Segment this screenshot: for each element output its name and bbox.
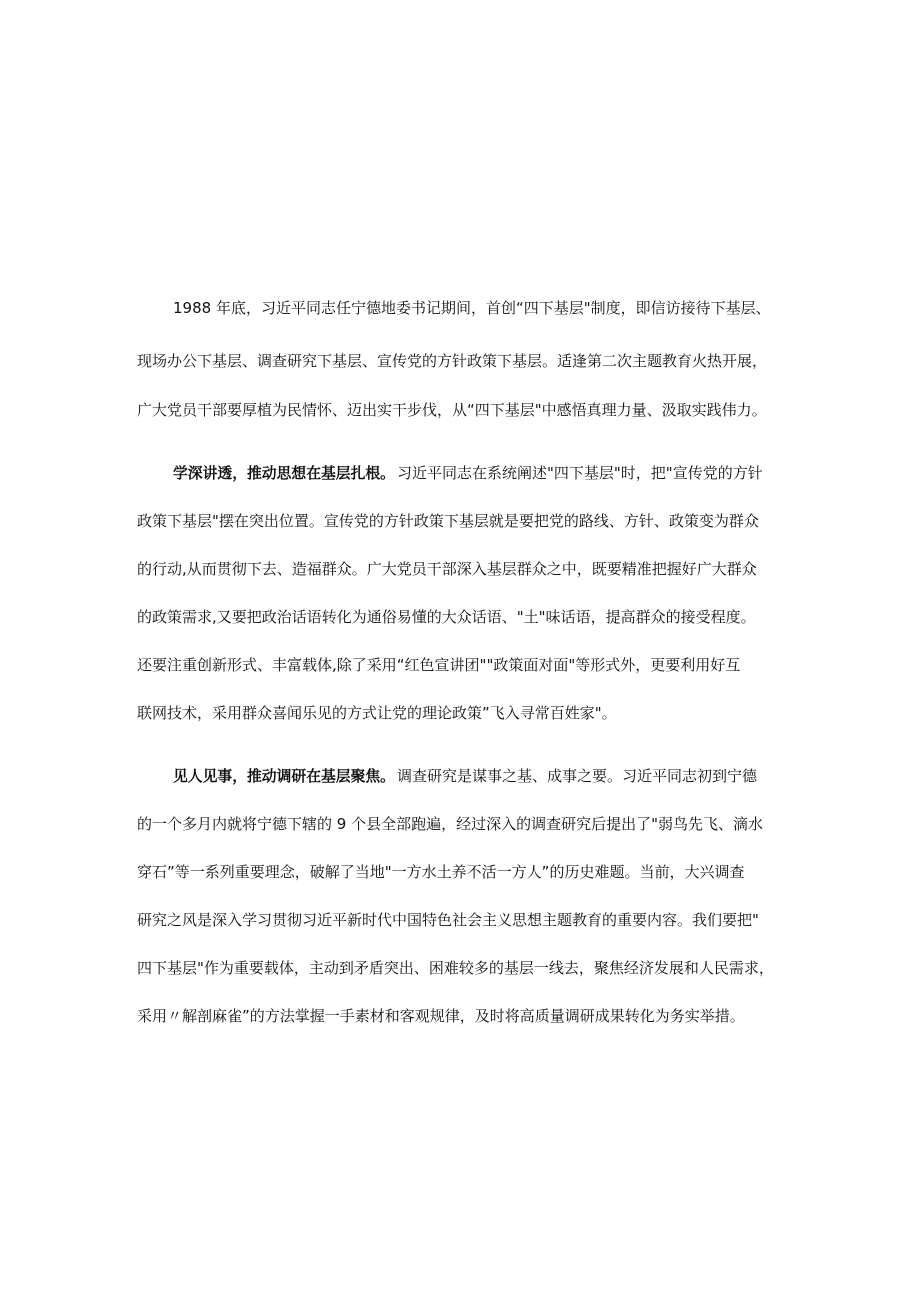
text-line: 政策下基层"摆在突出位置。宣传党的方针政策下基层就是要把党的路线、方针、政策变为群众 [137,512,759,530]
paragraph-2-lead-heading: 学深讲透，推动思想在基层扎根。 [173,464,396,482]
text-line: 现场办公下基层、调查研究下基层、宣传党的方针政策下基层。适逢第二次主题教育火热开展， [137,352,768,370]
paragraph-3-lead-heading: 见人见事，推动调研在基层聚焦。 [173,767,396,785]
text-line: 联网技术，采用群众喜闻乐见的方式让党的理论政策”飞入寻常百姓家"。 [137,704,617,722]
paragraph-2-line-4 [0,599,920,635]
paragraph-2-line-2 [0,503,920,539]
text-line: 四下基层"作为重要载体，主动到矛盾突出、困难较多的基层一线去，聚焦经济发展和人民需求， [137,959,774,977]
paragraph-1-line-3 [0,392,920,428]
text-line: 广大党员干部要厚植为民情怀、迈出实干步伐，从“四下基层"中感悟真理力量、汲取实践伟力。 [137,401,767,419]
paragraph-3-line-6 [0,998,920,1034]
text-line: 调查研究是谋事之基、成事之要。习近平同志初到宁德 [397,767,758,785]
text-line: 习近平同志在系统阐述"四下基层"时，把"宣传党的方针 [397,464,763,482]
text-line: 的政策需求,又要把政治话语转化为通俗易懂的大众话语、"土"味话语，提高群众的接受程度。 [137,608,756,626]
text-line: 研究之风是深入学习贯彻习近平新时代中国特色社会主义思想主题教育的重要内容。我们要把" [137,911,759,929]
paragraph-2-line-1 [0,455,920,491]
paragraph-2-line-5 [0,647,920,683]
text-line: 1988 年底，习近平同志任宁德地委书记期间，首创“四下基层"制度，即信访接待下基层、 [173,299,771,317]
paragraph-3-line-2 [0,806,920,842]
paragraph-3-line-5 [0,950,920,986]
text-line: 的行动,从而贯彻下去、造福群众。广大党员干部深入基层群众之中，既要精准把握好广大群众 [137,560,757,578]
paragraph-1-line-1 [0,290,920,326]
text-line: 的一个多月内就将宁德下辖的 9 个县全部跑遍，经过深入的调查研究后提出了"弱鸟先飞、滴水 [137,815,763,833]
paragraph-3-line-3 [0,854,920,890]
paragraph-3-line-1 [0,758,920,794]
paragraph-3-line-4 [0,902,920,938]
text-line: 还要注重创新形式、丰富载体,除了采用“红色宣讲团""政策面对面"等形式外，更要利用好互 [137,656,741,674]
text-line: 穿石”等一系列重要理念，破解了当地"一方水土养不活一方人”的历史难题。当前，大兴调查 [137,863,745,881]
paragraph-2-line-3 [0,551,920,587]
paragraph-1-line-2 [0,343,920,379]
paragraph-2-line-6 [0,695,920,731]
text-line: 采用〃解剖麻雀”的方法掌握一手素材和客观规律，及时将高质量调研成果转化为务实举措。 [137,1007,745,1025]
